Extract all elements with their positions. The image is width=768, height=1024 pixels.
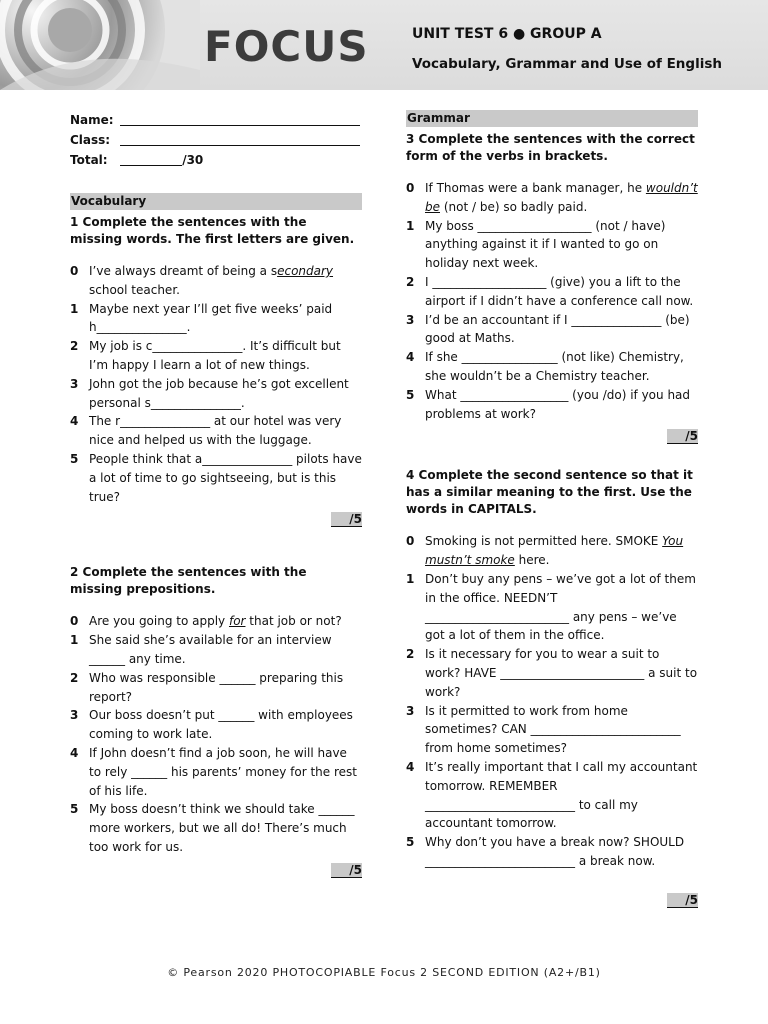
item-text-end: any time. [125, 651, 186, 666]
item-text-end: at our hotel was very nice and helped us with the luggage. [89, 414, 342, 448]
list-item [406, 179, 698, 217]
grammar-heading: Grammar [406, 110, 698, 127]
list-item [406, 273, 698, 311]
item-text-end: (not / be) so badly paid. [440, 199, 588, 214]
list-item [406, 645, 698, 701]
item-number: 5 [70, 802, 79, 817]
item-text: If Thomas were a bank manager, he [425, 181, 646, 195]
answer-blank[interactable]: _______________ [120, 414, 211, 429]
item-text-end: a break now. [575, 853, 656, 868]
exercise-3-instruction: 3 Complete the sentences with the correct form of the verbs in brackets. [406, 132, 695, 163]
item-text-end: to call my accountant tomorrow. [425, 797, 638, 831]
answer-blank[interactable]: _________________________ [530, 722, 681, 737]
answer-blank[interactable]: ______ [219, 670, 256, 685]
class-label: Class: [70, 133, 111, 147]
example-answer: wouldn’t be [425, 181, 698, 214]
name-label: Name: [70, 113, 114, 127]
list-item [406, 532, 698, 570]
list-item [70, 631, 362, 669]
item-text-end: . [186, 320, 191, 335]
answer-blank[interactable]: _______________ [152, 339, 243, 354]
answer-blank[interactable]: ___________________ [432, 274, 547, 289]
item-text-end: that job or not? [245, 614, 342, 629]
brand-logo: FOCUS [204, 22, 369, 71]
list-item [70, 412, 362, 450]
item-number: 2 [406, 647, 415, 662]
item-number: 5 [406, 835, 415, 850]
item-number: 5 [406, 387, 415, 402]
item-text: Don’t buy any pens – we’ve got a lot of them in the office. NEEDN’T [425, 571, 696, 605]
exercise-4-score: /5 [406, 893, 698, 907]
list-item [406, 702, 698, 758]
item-text: If John doesn’t find a job soon, he will have to rely [89, 745, 347, 779]
unit-title: UNIT TEST 6 ● GROUP A [412, 26, 602, 42]
item-text: Who was responsible [89, 670, 220, 685]
answer-blank[interactable]: _________________________ [425, 853, 575, 868]
item-text: Is it necessary for you to wear a suit to work? HAVE [425, 647, 660, 680]
answer-blank[interactable]: _______________ [96, 320, 187, 335]
example-answer: econdary [277, 264, 334, 278]
item-text-end: . It’s difficult but I’m happy I learn a lot of new things. [89, 339, 341, 372]
item-number: 4 [70, 414, 79, 429]
class-field [70, 130, 362, 150]
exercise-3-list [406, 179, 698, 423]
item-text: My job is c [89, 339, 153, 354]
exercise-1-instruction: 1 Complete the sentences with the missing words. The first letters are given. [70, 215, 355, 246]
list-item [70, 300, 362, 338]
example-answer: for [228, 614, 246, 629]
list-item [70, 375, 362, 413]
exercise-4-instruction: 4 Complete the second sentence so that it has a similar meaning to the first. Use the words in CAPITALS. [406, 468, 693, 517]
total-suffix: /30 [182, 153, 204, 167]
focus-logo-swirl-icon [0, 0, 200, 90]
item-number: 0 [70, 614, 79, 629]
item-text-end: a suit to work? [425, 665, 698, 699]
item-number: 0 [406, 534, 415, 549]
item-text-end: (give) you a lift to the airport if I didn’t have a conference call now. [425, 274, 694, 308]
item-text: What [425, 387, 461, 402]
item-text-end: (not like) Chemistry, she wouldn’t be a Chemistry teacher. [425, 350, 684, 383]
item-text: If she [425, 350, 462, 365]
answer-blank[interactable]: ________________________ [425, 609, 569, 624]
exercise-1-list [70, 262, 362, 506]
item-number: 4 [406, 759, 415, 774]
item-text: It’s really important that I call my accountant tomorrow. REMEMBER [425, 759, 698, 793]
answer-blank[interactable]: _________________________ [425, 797, 575, 812]
list-item [406, 217, 698, 273]
list-item [70, 669, 362, 707]
item-number: 0 [406, 181, 415, 195]
item-number: 3 [406, 312, 415, 327]
item-text-end: with employees coming to work late. [89, 708, 353, 742]
answer-blank[interactable]: ___________________ [477, 218, 592, 233]
unit-subtitle: Vocabulary, Grammar and Use of English [412, 56, 722, 72]
item-text-end: (not / have) anything against it if I wanted to go on holiday next week. [425, 218, 666, 271]
total-field [70, 150, 362, 170]
item-number: 2 [70, 339, 79, 354]
item-number: 4 [70, 745, 79, 760]
item-text: Are you going to apply [89, 614, 229, 629]
item-number: 4 [406, 350, 415, 365]
item-text: My boss [425, 218, 478, 233]
page-header [0, 0, 768, 90]
item-text-end: pilots have a lot of time to go sightseeing, but is this true? [89, 451, 362, 504]
exercise-3-score: /5 [406, 429, 698, 443]
answer-blank[interactable]: _______________ [150, 395, 241, 410]
item-number: 3 [70, 708, 79, 723]
answer-blank[interactable]: __________________ [460, 387, 569, 402]
list-item [70, 706, 362, 744]
exercise-2-list [70, 612, 362, 856]
right-column [406, 110, 698, 907]
item-number: 1 [70, 301, 79, 316]
item-text-end: here. [514, 553, 550, 568]
item-text-end: any pens – we’ve got a lot of them in the office. [425, 609, 677, 643]
item-number: 3 [70, 376, 79, 391]
total-label: Total: [70, 153, 108, 167]
item-text-end: (you /do) if you had problems at work? [425, 387, 691, 421]
vocabulary-heading: Vocabulary [70, 193, 362, 210]
item-text-end: school teacher. [89, 282, 180, 297]
list-item [406, 311, 698, 349]
exercise-2-instruction: 2 Complete the sentences with the missing prepositions. [70, 565, 307, 597]
item-text: I’ve always dreamt of being a s [89, 264, 278, 278]
item-text-end: preparing this report? [89, 670, 344, 704]
list-item [406, 758, 698, 833]
item-number: 1 [70, 633, 79, 648]
answer-blank[interactable]: ______ [131, 764, 168, 779]
answer-blank[interactable]: ______ [218, 708, 255, 723]
answer-blank[interactable]: _______________ [571, 312, 662, 327]
item-text: Is it permitted to work from home sometimes? CAN [425, 703, 628, 737]
list-item [406, 833, 698, 871]
item-text: I’d be an accountant if I [425, 312, 572, 327]
left-column [70, 110, 362, 877]
page-footer: © Pearson 2020 PHOTOCOPIABLE Focus 2 SECOND EDITION (A2+/B1) [167, 966, 601, 979]
item-number: 2 [406, 274, 415, 289]
list-item [70, 262, 362, 300]
item-text-end: his parents’ money for the rest of his life. [89, 764, 357, 798]
list-item [70, 450, 362, 506]
item-number: 1 [406, 571, 415, 586]
item-text: Why don’t you have a break now? SHOULD [425, 835, 685, 850]
total-input-line[interactable] [120, 155, 182, 166]
item-text: Our boss doesn’t put [89, 708, 219, 723]
example-answer: You mustn’t smoke [425, 534, 684, 568]
name-input-line[interactable] [120, 115, 360, 126]
answer-blank[interactable]: ______ [89, 651, 125, 666]
item-number: 3 [406, 703, 415, 718]
item-text: People think that a [89, 451, 203, 466]
list-item [70, 800, 362, 856]
item-text: The r [89, 414, 121, 429]
answer-blank[interactable]: _______________ [202, 451, 293, 466]
item-number: 1 [406, 218, 415, 233]
item-text: John got the job because he’s got excellent personal s [89, 376, 349, 410]
answer-blank[interactable]: ________________ [461, 350, 558, 365]
item-text: She said she’s available for an interview [89, 633, 332, 648]
list-item [406, 386, 698, 424]
list-item [70, 337, 362, 375]
item-text-end: from home sometimes? [425, 741, 567, 756]
item-number: 2 [70, 670, 79, 685]
exercise-4-list [406, 532, 698, 870]
list-item [406, 570, 698, 645]
item-number: 0 [70, 264, 79, 278]
answer-blank[interactable]: ________________________ [500, 665, 645, 680]
item-text-end: more workers, but we all do! There’s much too work for us. [89, 821, 347, 854]
list-item [406, 348, 698, 386]
answer-blank[interactable]: ______ [318, 802, 355, 817]
name-field [70, 110, 362, 130]
exercise-1-score: /5 [70, 512, 362, 526]
item-text: Smoking is not permitted here. SMOKE [425, 534, 663, 549]
item-text: I [425, 274, 433, 289]
item-number: 5 [70, 451, 79, 466]
class-input-line[interactable] [120, 135, 360, 146]
list-item [70, 744, 362, 800]
item-text: My boss doesn’t think we should take [89, 802, 319, 817]
item-text-end: (be) good at Maths. [425, 312, 690, 346]
item-text: Maybe next year I’ll get five weeks’ paid h [89, 301, 333, 335]
list-item [70, 612, 362, 631]
exercise-2-score: /5 [70, 863, 362, 877]
item-text-end: . [240, 395, 245, 410]
